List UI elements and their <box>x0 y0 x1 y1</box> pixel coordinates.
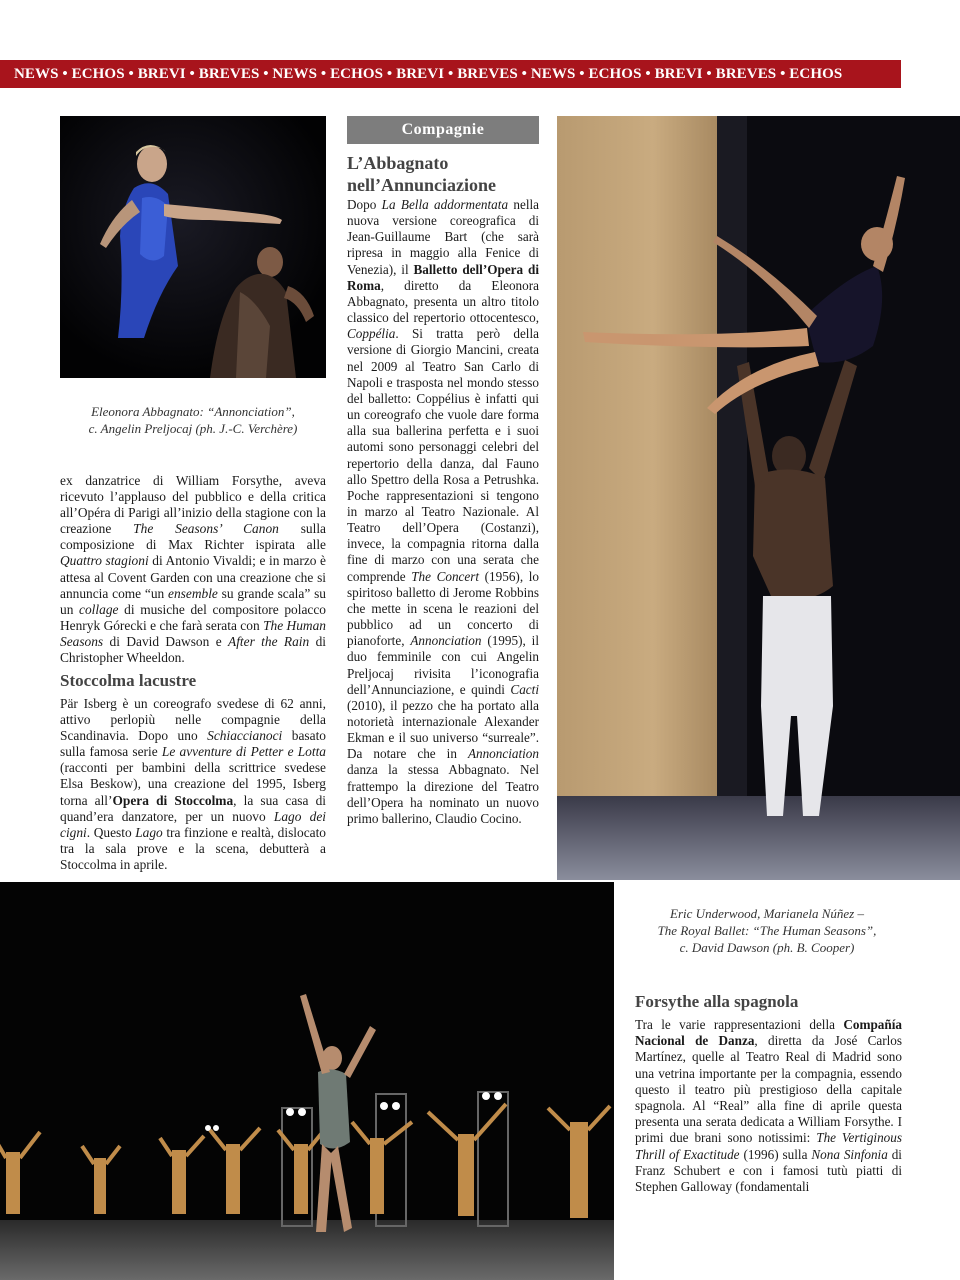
text: di Antonio Vivaldi; e in marzo è attesa al Covent Garden con una creazione che si annuncia come “un <box>60 553 326 601</box>
caption-line: c. David Dawson (ph. B. Cooper) <box>679 940 855 955</box>
heading-abbagnato: L’Abbagnato nell’Annunciazione <box>347 153 497 195</box>
work-title: The Concert <box>411 568 480 584</box>
text: basato sulla famosa serie <box>60 728 326 760</box>
text: (2010), il pezzo che ha portato alla notorietà internazionale Alexander Ekman e il suo universo “surreale”. Da notare che in <box>347 697 539 762</box>
text: di musiche del compositore polacco Henryk Górecki e che farà serata con <box>60 601 326 633</box>
text: tra finzione e realtà, dislocato tra la sala prove e la scena, debutterà a Stoccolma in aprile. <box>60 824 326 872</box>
text: (1996) sulla <box>739 1146 812 1162</box>
text: . Si tratta però della versione di Giorgio Mancini, creata nel 2009 al Teatro San Carlo di Napoli e trasposta nel mondo stesso del balletto: Coppélius è infatti qui un coreografo che vuole dare forma alla sua ballerina perfetta e i suoi automi sono personaggi celebri del repertorio della danza, dal Fauno allo Spettro della Rosa a Petrushka. Poche rappresentazioni si tengono in marzo al Teatro Nazionale. Al Teatro dell’Opera (Costanzi), invece, la compagnia ritorna dalla fine di marzo con una serata che comprende <box>347 326 539 584</box>
italic-term: collage <box>79 601 119 617</box>
work-title: Annonciation <box>467 746 539 762</box>
text: , la sua casa di quand’era danzatore, per un nuovo <box>60 792 326 824</box>
work-title: The Seasons’ Canon <box>133 521 279 537</box>
work-title: Nona Sinfonia <box>811 1146 888 1162</box>
news-banner: NEWS • ECHOS • BREVI • BREVES • NEWS • ECHOS • BREVI • BREVES • NEWS • ECHOS • BREVI • BREVES • ECHOS <box>0 60 901 88</box>
text: di Franz Schubert e con i famosi tutù piatti di Stephen Galloway (fondamentali <box>635 1146 902 1195</box>
text: Tra le varie rappresentazioni della <box>635 1017 844 1032</box>
caption-abbagnato <box>60 403 326 437</box>
work-title: Lago <box>135 824 163 840</box>
photo-abbagnato <box>60 116 326 378</box>
work-title: Quattro stagioni <box>60 553 149 569</box>
work-title: Schiaccianoci <box>207 728 283 744</box>
text: danza la stessa Abbagnato. Nel frattempo la direzione del Teatro dell’Opera ha nominato un nuovo primo ballerino, Claudio Cocino. <box>347 762 539 826</box>
company-name: Compañía Nacional de Danza <box>635 1017 902 1049</box>
article-continued <box>60 473 326 666</box>
work-title: Le avventure di Petter e Lotta <box>161 744 327 760</box>
work-title: After the Rain <box>228 633 310 649</box>
caption-line: The Royal Ballet: “The Human Seasons”, <box>657 923 877 938</box>
section-tag-compagnie: Compagnie <box>347 116 539 144</box>
work-title: The Human Seasons <box>60 617 326 649</box>
text: di David Dawson e <box>103 633 229 649</box>
text: di Christopher Wheeldon. <box>60 633 326 666</box>
company-name: Opera di Stoccolma <box>112 792 234 808</box>
text: Dopo <box>347 197 382 212</box>
text: su grande scala” su un <box>60 585 326 617</box>
article-forsythe <box>635 1017 902 1195</box>
caption-human-seasons <box>622 905 912 956</box>
text: Pär Isberg è un coreografo svedese di 62 anni, attivo perlopiù nelle compagnie della Scandinavia. Dopo uno <box>60 696 326 744</box>
text: ex danzatrice di William Forsythe, aveva ricevuto l’applauso del pubblico e della critica all’Opéra di Parigi all’inizio della stagione con la creazione <box>60 473 326 537</box>
company-name: Balletto dell’Opera di Roma <box>347 261 539 293</box>
text: (1995), il duo femminile con cui Angelin Preljocaj rivisita l’iconografia dell’Annunciazione, e quindi <box>347 633 539 697</box>
italic-term: ensemble <box>168 585 218 601</box>
article-abbagnato <box>347 197 539 827</box>
work-title: Coppélia <box>347 326 396 342</box>
text: (racconti per bambini della scrittrice svedese Elsa Beskow), una creazione del 1995, Isberg torna all’ <box>60 760 326 808</box>
work-title: The Vertiginous Thrill of Exactitude <box>635 1130 903 1162</box>
text: , diretta da José Carlos Martínez, quelle al Teatro Real di Madrid sono una vetrina importante per la compagnia, essendo questo il teatro più prestigioso della capitale spagnola. Al “Real” alla fine di aprile questa presenta una serata dedicata a William Forsythe. I primi due brani sono notissimi: <box>635 1033 903 1146</box>
text: nella nuova versione coreografica di Jean-Guillaume Bart (che sarà ripresa in maggio alla Fenice di Venezia), il <box>347 197 539 277</box>
text: , diretto da Eleonora Abbagnato, presenta un altro titolo classico del repertorio ottocentesco, <box>347 277 539 326</box>
caption-line: Eleonora Abbagnato: “Annonciation”, <box>91 404 295 419</box>
heading-stoccolma: Stoccolma lacustre <box>60 671 197 690</box>
text: (1956), lo spiritoso balletto di Jerome Robbins che mette in scena le reazioni del pubblico ad un concerto di pianoforte, <box>347 568 539 649</box>
work-title: Cacti <box>510 681 539 697</box>
photo-human-seasons <box>557 116 960 880</box>
work-title: Annonciation <box>410 633 482 649</box>
text: sulla composizione di Max Richter ispirata alle <box>60 521 327 553</box>
work-title: Lago dei cigni <box>60 808 327 840</box>
photo-forsythe-ensemble <box>0 882 614 1280</box>
caption-line: c. Angelin Preljocaj (ph. J.-C. Verchère) <box>88 421 298 436</box>
work-title: La Bella addormentata <box>381 197 509 212</box>
heading-forsythe: Forsythe alla spagnola <box>635 992 799 1011</box>
caption-line: Eric Underwood, Marianela Núñez – <box>670 906 864 921</box>
text: . Questo <box>86 824 136 840</box>
article-stoccolma <box>60 696 326 873</box>
